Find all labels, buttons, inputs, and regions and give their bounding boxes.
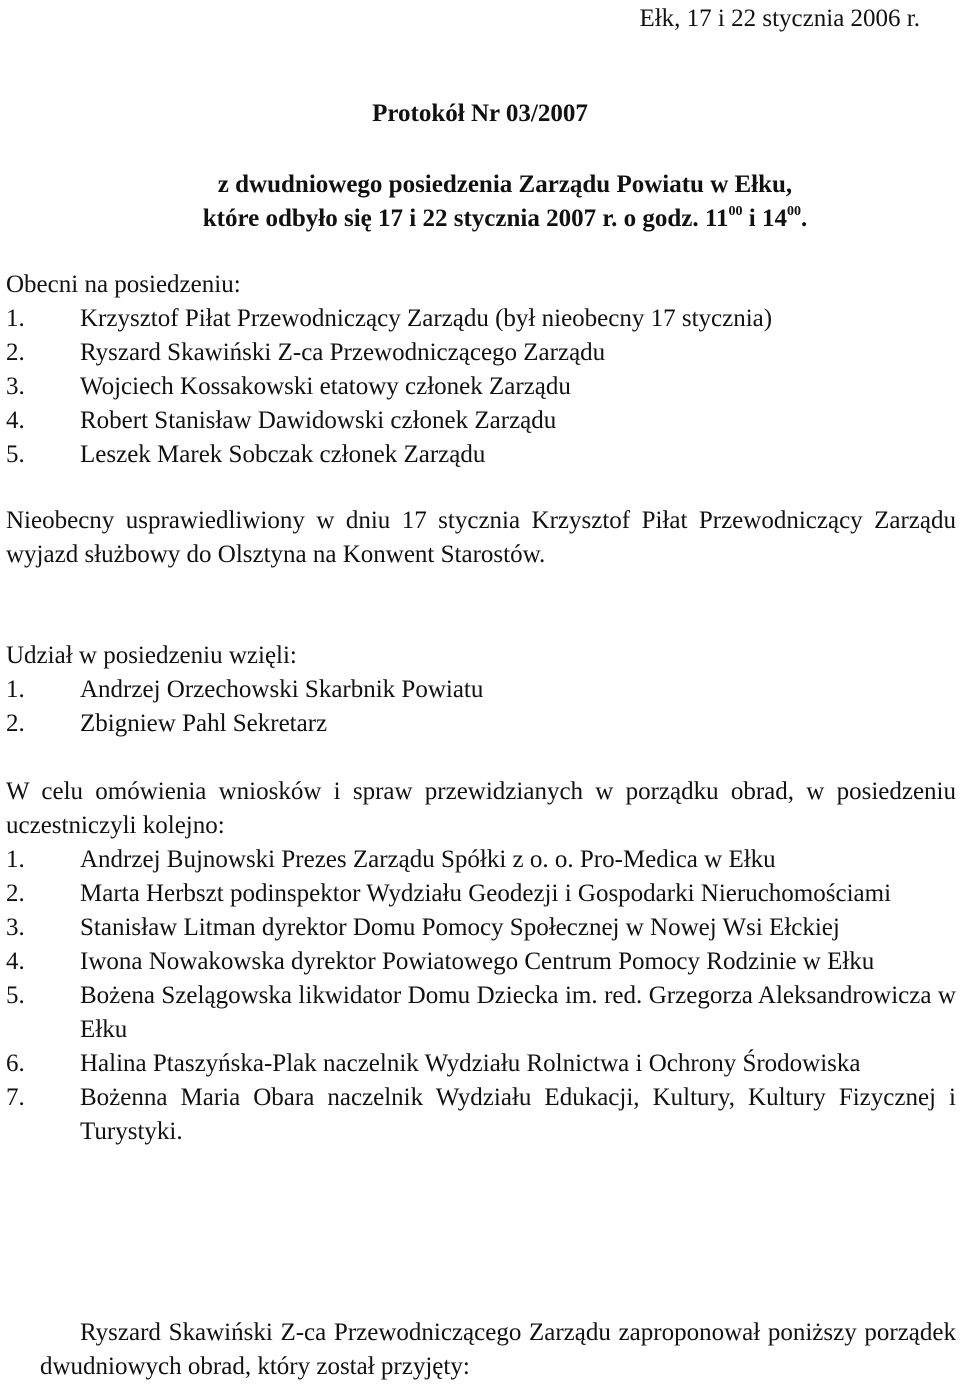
list-text: Leszek Marek Sobczak członek Zarządu	[80, 441, 486, 468]
list-item	[6, 1081, 956, 1149]
list-text: Stanisław Litman dyrektor Domu Pomocy Społecznej w Nowej Wsi Ełckiej	[80, 914, 840, 941]
list-item	[6, 370, 956, 404]
list-text: Bożenna Maria Obara naczelnik Wydziału Edukacji, Kultury, Kultury Fizycznej i Turystyki.	[80, 1084, 956, 1145]
present-section	[6, 268, 956, 472]
list-number: 3.	[6, 373, 25, 400]
guests-section	[6, 775, 956, 1149]
list-text: Bożena Szelągowska likwidator Domu Dziecka im. red. Grzegorza Aleksandrowicza w Ełku	[80, 982, 956, 1043]
list-number: 4.	[6, 948, 25, 975]
list-text: Halina Ptaszyńska-Plak naczelnik Wydziału Rolnictwa i Ochrony Środowiska	[80, 1050, 861, 1077]
list-item	[6, 1047, 956, 1081]
list-text: Iwona Nowakowska dyrektor Powiatowego Centrum Pomocy Rodzinie w Ełku	[80, 948, 875, 975]
list-number: 4.	[6, 407, 25, 434]
list-text: Marta Herbszt podinspektor Wydziału Geodezji i Gospodarki Nieruchomościami	[80, 880, 892, 907]
list-number: 5.	[6, 982, 25, 1009]
document-subtitle	[0, 168, 960, 236]
list-text: Andrzej Orzechowski Skarbnik Powiatu	[80, 676, 484, 703]
list-text: Wojciech Kossakowski etatowy członek Zarządu	[80, 373, 571, 400]
participants-heading: Udział w posiedzeniu wzięli:	[6, 642, 297, 669]
list-number: 1.	[6, 846, 25, 873]
list-number: 6.	[6, 1050, 25, 1077]
list-text: Krzysztof Piłat Przewodniczący Zarządu (był nieobecny 17 stycznia)	[80, 305, 773, 332]
list-number: 2.	[6, 339, 25, 366]
time-2-superscript: 00	[786, 204, 801, 219]
list-item	[6, 707, 956, 741]
list-number: 2.	[6, 710, 25, 737]
subtitle-line-2-text: które odbyło się 17 i 22 stycznia 2007 r. o godz. 11	[202, 205, 729, 232]
list-number: 3.	[6, 914, 25, 941]
present-heading: Obecni na posiedzeniu:	[6, 271, 241, 298]
list-item	[6, 336, 956, 370]
time-1-superscript: 00	[728, 204, 743, 219]
list-text: Robert Stanisław Dawidowski członek Zarządu	[80, 407, 557, 434]
list-item	[6, 877, 956, 911]
subtitle-end: .	[800, 205, 808, 232]
list-item	[6, 302, 956, 336]
list-item	[6, 673, 956, 707]
list-item	[6, 404, 956, 438]
subtitle-mid: i 14	[742, 205, 787, 232]
list-number: 2.	[6, 880, 25, 907]
subtitle-line-1: z dwudniowego posiedzenia Zarządu Powiatu w Ełku,	[217, 171, 793, 198]
list-text: Zbigniew Pahl Sekretarz	[80, 710, 328, 737]
participants-list	[6, 673, 956, 741]
guests-list	[6, 843, 956, 1149]
list-number: 1.	[6, 676, 25, 703]
list-number: 1.	[6, 305, 25, 332]
absent-note: Nieobecny usprawiedliwiony w dniu 17 stycznia Krzysztof Piłat Przewodniczący Zarządu wyjazd służbowy do Olsztyna na Konwent Starostów.	[6, 507, 956, 568]
subtitle-line-2	[0, 202, 960, 236]
list-item	[6, 911, 956, 945]
list-text: Andrzej Bujnowski Prezes Zarządu Spółki z o. o. Pro-Medica w Ełku	[80, 846, 776, 873]
guests-intro: W celu omówienia wniosków i spraw przewidzianych w porządku obrad, w posiedzeniu uczestniczyli kolejno:	[6, 778, 956, 839]
present-list	[6, 302, 956, 472]
list-item	[6, 979, 956, 1047]
closing-paragraph: Ryszard Skawiński Z-ca Przewodniczącego Zarządu zaproponował poniższy porządek dwudniowych obrad, który został przyjęty:	[40, 1319, 956, 1380]
list-number: 7.	[6, 1084, 25, 1111]
participants-section	[6, 639, 956, 741]
list-number: 5.	[6, 441, 25, 468]
list-item	[6, 438, 956, 472]
list-item	[6, 945, 956, 979]
list-item	[6, 843, 956, 877]
place-date: Ełk, 17 i 22 stycznia 2006 r.	[639, 5, 920, 32]
document-title: Protokół Nr 03/2007	[372, 100, 588, 127]
list-text: Ryszard Skawiński Z-ca Przewodniczącego Zarządu	[80, 339, 606, 366]
